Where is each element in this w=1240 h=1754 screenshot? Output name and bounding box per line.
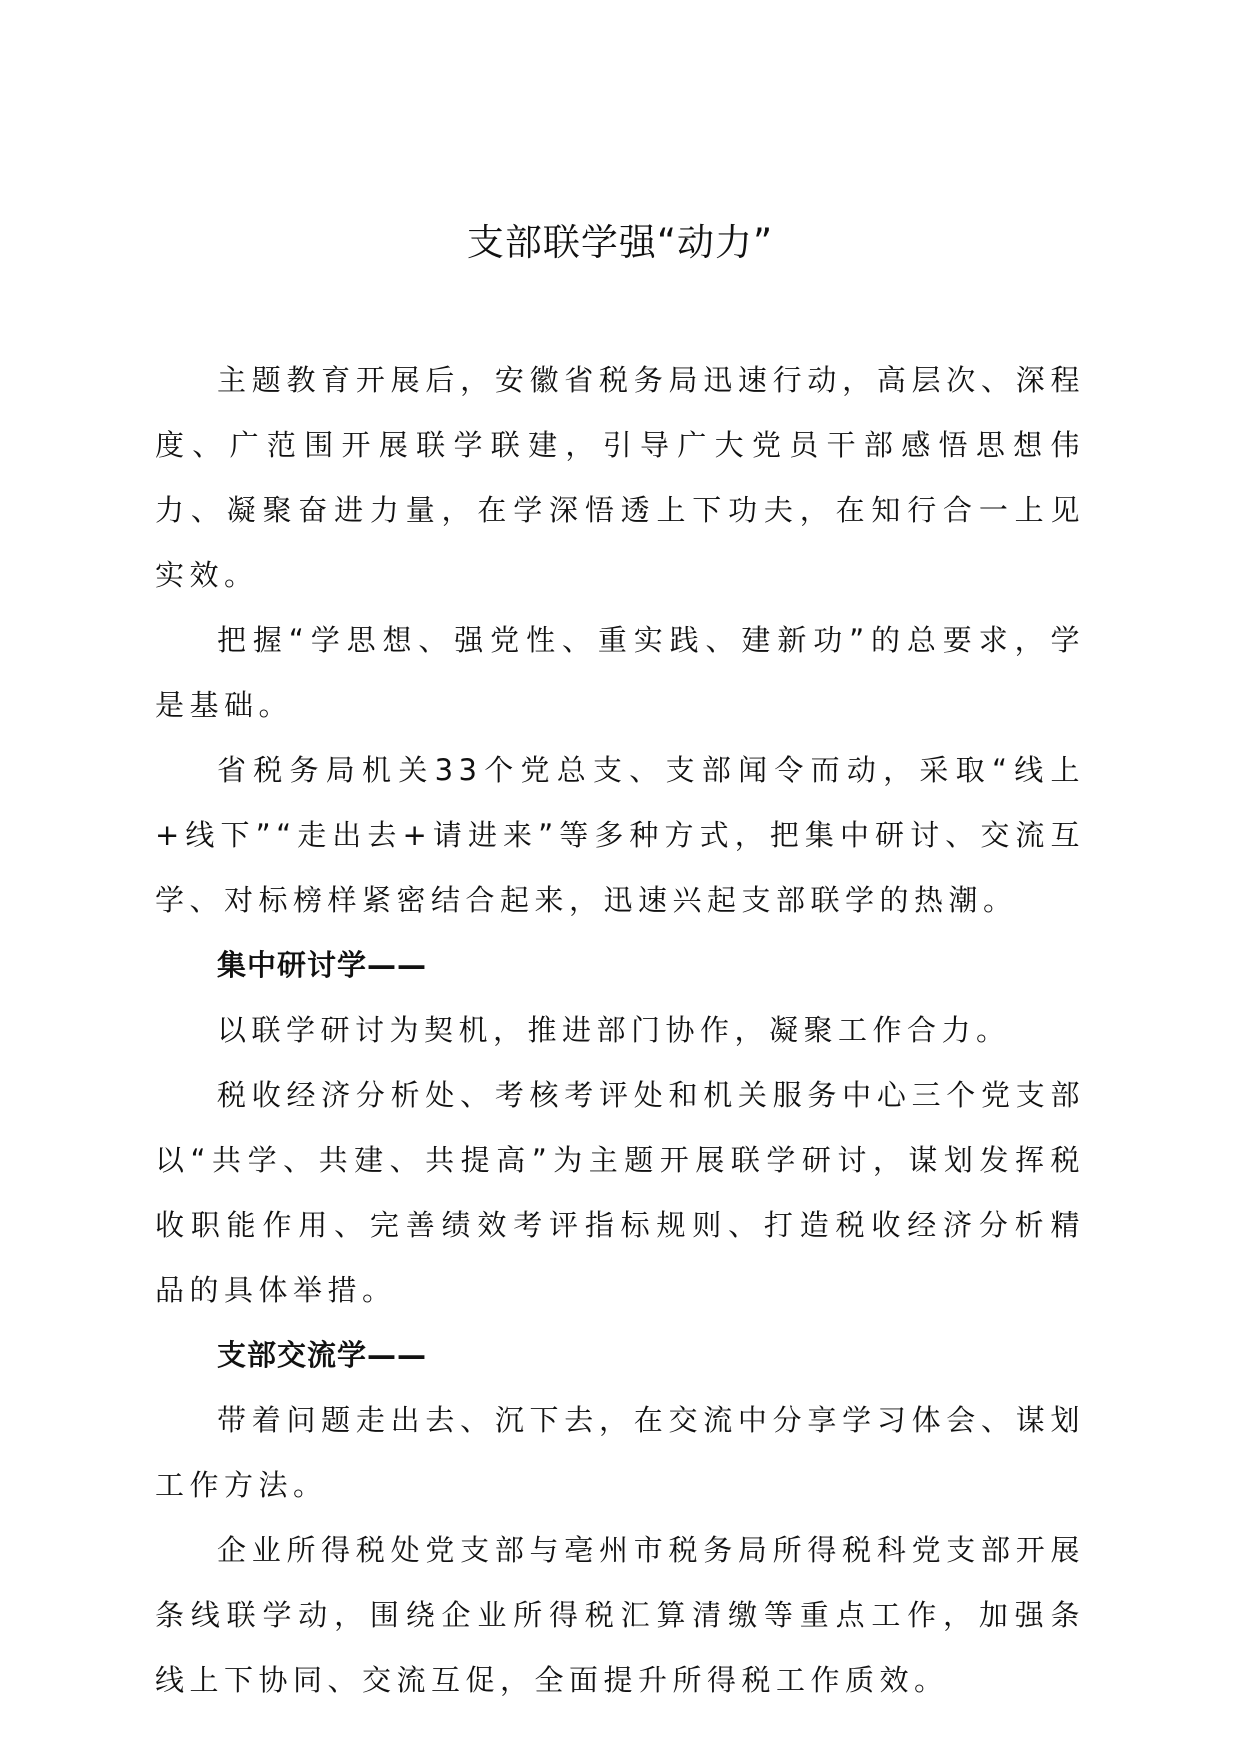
paragraph-focused-study-detail: 税收经济分析处、考核考评处和机关服务中心三个党支部以“共学、共建、共提高”为主题开展联学研讨，谋划发挥税收职能作用、完善绩效考评指标规则、打造税收经济分析精品的具体举措。 [155, 1078, 1085, 1307]
document-title: 支部联学强“动力” [466, 221, 774, 264]
paragraph-branch-exchange-detail: 企业所得税处党支部与亳州市税务局所得税科党支部开展条线联学动，围绕企业所得税汇算清缴等重点工作，加强条线上下协同、交流互促，全面提升所得税工作质效。 [155, 1533, 1085, 1697]
paragraph-intro: 主题教育开展后，安徽省税务局迅速行动，高层次、深程度、广范围开展联学联建，引导广大党员干部感悟思想伟力、凝聚奋进力量，在学深悟透上下功夫，在知行合一上见实效。 [155, 363, 1085, 592]
section-heading-focused-study: 集中研讨学—— [217, 948, 428, 982]
document-body [155, 348, 1085, 1713]
paragraph-focused-study-summary: 以联学研讨为契机，推进部门协作，凝聚工作合力。 [217, 1013, 1011, 1047]
paragraph-branch-exchange-summary: 带着问题走出去、沉下去，在交流中分享学习体会、谋划工作方法。 [155, 1403, 1085, 1502]
section-heading-branch-exchange: 支部交流学—— [217, 1338, 428, 1372]
paragraph-branches: 省税务局机关33个党总支、支部闻令而动，采取“线上+线下”“走出去+请进来”等多种方式，把集中研讨、交流互学、对标榜样紧密结合起来，迅速兴起支部联学的热潮。 [155, 753, 1085, 917]
paragraph-requirement: 把握“学思想、强党性、重实践、建新功”的总要求，学是基础。 [155, 623, 1085, 722]
